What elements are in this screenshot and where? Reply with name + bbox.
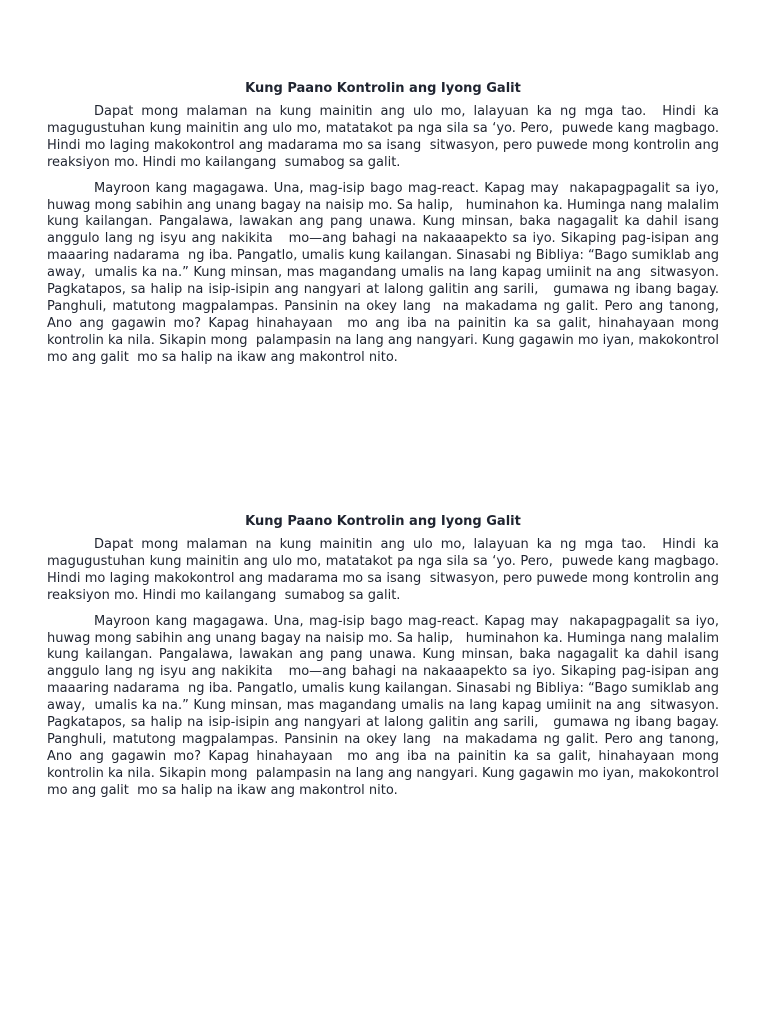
paragraph: Dapat mong malaman na kung mainitin ang ulo mo, lalayuan ka ng mga tao. Hindi ka magugustuhan kung mainitin ang ulo mo, matatakot pa nga sila sa ‘yo. Pero, puwede kang magbago. Hindi mo laging makokontrol ang madarama mo sa isang sitwasyon, pero puwede mong kontrolin ang reaksiyon mo. Hindi mo kailangang sumabog sa galit. [47,537,724,603]
document-title: Kung Paano Kontrolin ang Iyong Galit [245,81,521,96]
document-section [47,80,724,376]
paragraph: Dapat mong malaman na kung mainitin ang ulo mo, lalayuan ka ng mga tao. Hindi ka magugustuhan kung mainitin ang ulo mo, matatakot pa nga sila sa ‘yo. Pero, puwede kang magbago. Hindi mo laging makokontrol ang madarama mo sa isang sitwasyon, pero puwede mong kontrolin ang reaksiyon mo. Hindi mo kailangang sumabog sa galit. [47,104,724,170]
paragraph: Mayroon kang magagawa. Una, mag-isip bago mag-react. Kapag may nakapagpagalit sa iyo, huwag mong sabihin ang unang bagay na naisip mo. Sa halip, huminahon ka. Huminga nang malalim kung kailangan. Pangalawa, lawakan ang pang unawa. Kung minsan, baka nagagalit ka dahil isang anggulo lang ng isyu ang nakikita mo—ang bahagi na nakaaapekto sa iyo. Sikaping pag-isipan ang maaaring nadarama ng iba. Pangatlo, umalis kung kailangan. Sinasabi ng Bibliya: “Bago sumiklab ang away, umalis ka na.” Kung minsan, mas magandang umalis na lang kapag umiinit na ang sitwasyon. Pagkatapos, sa halip na isip-isipin ang nangyari at lalong galitin ang sarili, gumawa ng ibang bagay. Panghuli, matutong magpalampas. Pansinin na okey lang na makadama ng galit. Pero ang tanong, Ano ang gagawin mo? Kapag hinahayaan mo ang iba na painitin ka sa galit, hinahayaan mong kontrolin ka nila. Sikapin mong palampasin na lang ang nangyari. Kung gagawin mo iyan, makokontrol mo ang galit mo sa halip na ikaw ang makontrol nito. [47,613,724,798]
document-title: Kung Paano Kontrolin ang Iyong Galit [245,514,521,529]
paragraph: Mayroon kang magagawa. Una, mag-isip bago mag-react. Kapag may nakapagpagalit sa iyo, huwag mong sabihin ang unang bagay na naisip mo. Sa halip, huminahon ka. Huminga nang malalim kung kailangan. Pangalawa, lawakan ang pang unawa. Kung minsan, baka nagagalit ka dahil isang anggulo lang ng isyu ang nakikita mo—ang bahagi na nakaaapekto sa iyo. Sikaping pag-isipan ang maaaring nadarama ng iba. Pangatlo, umalis kung kailangan. Sinasabi ng Bibliya: “Bago sumiklab ang away, umalis ka na.” Kung minsan, mas magandang umalis na lang kapag umiinit na ang sitwasyon. Pagkatapos, sa halip na isip-isipin ang nangyari at lalong galitin ang sarili, gumawa ng ibang bagay. Panghuli, matutong magpalampas. Pansinin na okey lang na makadama ng galit. Pero ang tanong, Ano ang gagawin mo? Kapag hinahayaan mo ang iba na painitin ka sa galit, hinahayaan mong kontrolin ka nila. Sikapin mong palampasin na lang ang nangyari. Kung gagawin mo iyan, makokontrol mo ang galit mo sa halip na ikaw ang makontrol nito. [47,180,724,365]
document-section [47,513,724,809]
